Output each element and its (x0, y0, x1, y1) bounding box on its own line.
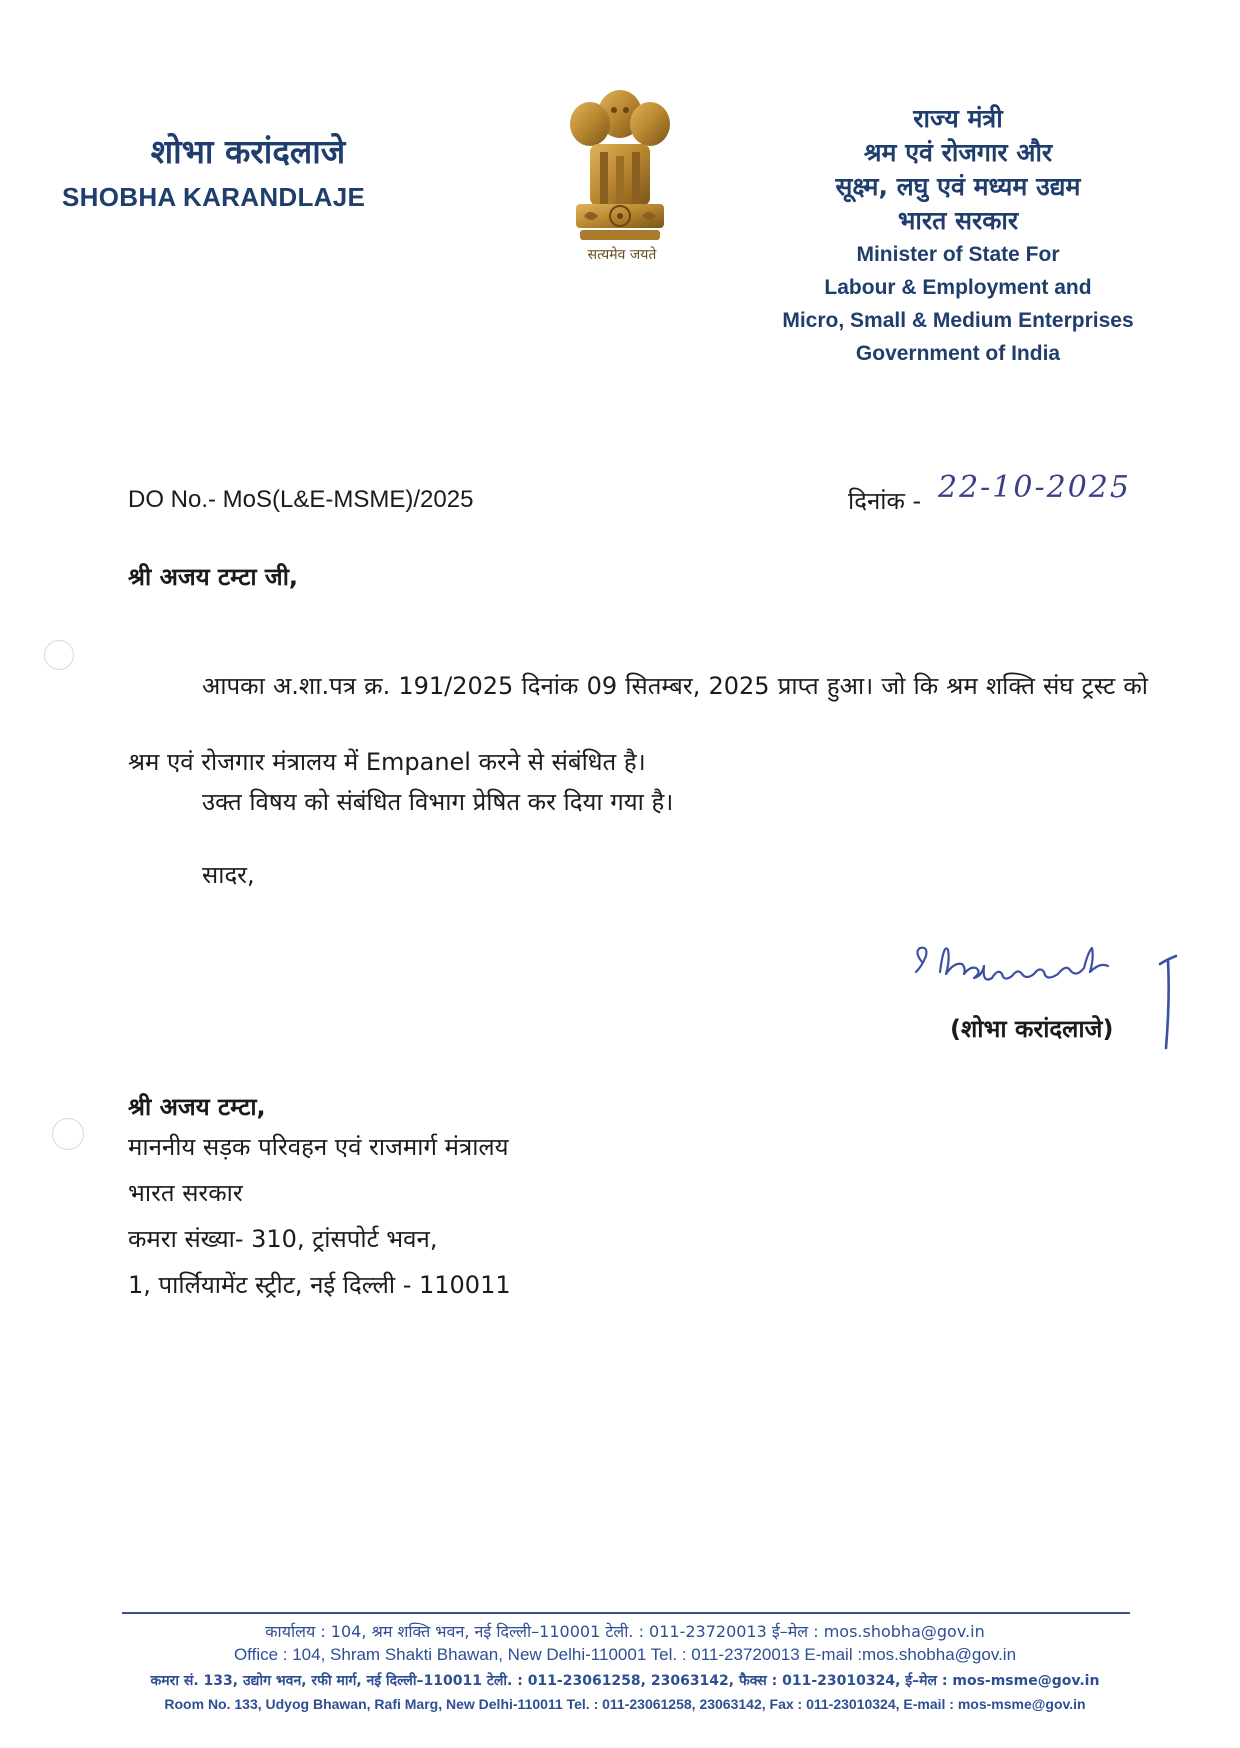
footer-divider (122, 1612, 1130, 1614)
handwritten-date: 22-10-2025 (938, 470, 1131, 505)
punch-mark (44, 640, 74, 670)
closing: सादर, (202, 861, 255, 889)
signatory-name: (शोभा करांदलाजे) (950, 1015, 1114, 1043)
body-paragraph-2: उक्त विषय को संबंधित विभाग प्रेषित कर दिया गया है। (202, 788, 674, 816)
footer-room-english: Room No. 133, Udyog Bhawan, Rafi Marg, New Delhi-110011 Tel. : 011-23061258, 23063142, Fax : 011-23010324, E-mail : mos-msme@gov.in (164, 1696, 1086, 1712)
designation-hindi-line: भारत सरकार (897, 206, 1019, 235)
recipient-room: कमरा संख्या- 310, ट्रांसपोर्ट भवन, (128, 1225, 438, 1253)
footer-office-hindi: कार्यालय : 104, श्रम शक्ति भवन, नई दिल्ली–110001 टेली. : 011-23720013 ई–मेल : mos.shobha@gov.in (265, 1622, 985, 1641)
date-label: दिनांक - (848, 487, 922, 515)
do-number: DO No.- MoS(L&E-MSME)/2025 (128, 486, 474, 513)
designation-hindi-line: राज्य मंत्री (913, 104, 1003, 133)
state-emblem-icon (560, 84, 680, 259)
emblem-motto: सत्यमेव जयते (587, 247, 657, 263)
recipient-name: श्री अजय टम्टा, (128, 1093, 266, 1121)
designation-english-line: Labour & Employment and (824, 276, 1092, 299)
designation-hindi-line: सूक्ष्म, लघु एवं मध्यम उद्यम (835, 172, 1081, 201)
salutation: श्री अजय टम्टा जी, (128, 563, 299, 591)
footer-office-english: Office : 104, Shram Shakti Bhawan, New Delhi-110001 Tel. : 011-23720013 E-mail :mos.shobha@gov.in (233, 1645, 1017, 1664)
designation-english-line: Micro, Small & Medium Enterprises (782, 309, 1134, 332)
designation-hindi-line: श्रम एवं रोजगार और (863, 138, 1053, 167)
punch-mark (52, 1118, 84, 1150)
designation-english-line: Government of India (855, 342, 1061, 365)
designation-block (728, 102, 1188, 370)
recipient-government: भारत सरकार (128, 1179, 243, 1207)
minister-name-english: SHOBHA KARANDLAJE (62, 182, 366, 212)
recipient-street: 1, पार्लियामेंट स्ट्रीट, नई दिल्ली - 110011 (128, 1271, 511, 1299)
minister-name-hindi: शोभा करांदलाजे (150, 132, 346, 171)
footer-room-hindi: कमरा सं. 133, उद्योग भवन, रफी मार्ग, नई दिल्ली–110011 टेली. : 011-23061258, 23063142, फैक्स : 011-23010324, ई–मेल : mos-msme@gov.in (150, 1673, 1100, 1689)
designation-english-line: Minister of State For (856, 243, 1060, 266)
body-paragraph-1: आपका अ.शा.पत्र क्र. 191/2025 दिनांक 09 सितम्बर, 2025 प्राप्त हुआ। जो कि श्रम शक्ति संघ ट्रस्ट को श्रम एवं रोजगार मंत्रालय में Empanel करने से संबंधित है। (128, 672, 1148, 776)
recipient-ministry: माननीय सड़क परिवहन एवं राजमार्ग मंत्रालय (128, 1133, 509, 1161)
